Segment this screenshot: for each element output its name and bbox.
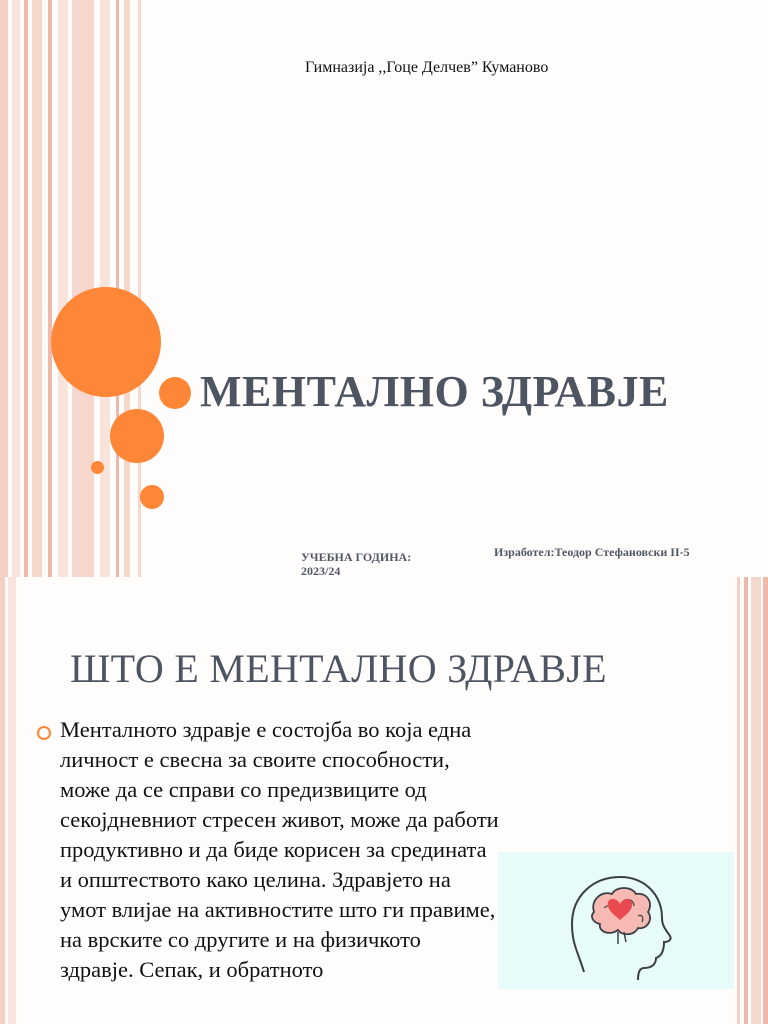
school-year xyxy=(301,550,411,577)
decor-stripe xyxy=(8,577,16,1024)
school-name: Гимназија ,,Гоце Делчев” Куманово xyxy=(305,59,549,76)
decor-circle-large xyxy=(51,287,161,397)
decor-stripe xyxy=(124,0,130,577)
decor-stripe xyxy=(0,0,8,577)
decor-stripe xyxy=(763,577,768,1024)
body-paragraph: Менталното здравје е состојба во која една личност е свесна за своите способности, може да се справи со предизвиците од секојдневниот стресен живот, може да работи продуктивно и да биде корисен за средината и општеството како целина. Здравјето на умот влијае на активностите што ги правиме, на врските со другите и на физичкото здравје. Сепак, и обратното xyxy=(60,717,499,982)
content-slide xyxy=(0,577,768,1024)
decor-stripe xyxy=(48,0,52,577)
slide-title: МЕНТАЛНО ЗДРАВЈЕ xyxy=(200,367,669,416)
decor-circle-small xyxy=(159,377,191,409)
slide-title: ШТО Е МЕНТАЛНО ЗДРАВЈЕ xyxy=(70,646,607,691)
mental-health-illustration xyxy=(498,852,734,989)
school-year-label: УЧЕБНА ГОДИНА: xyxy=(301,550,412,564)
head-brain-heart-icon xyxy=(498,852,734,989)
decor-stripe xyxy=(24,0,28,577)
author-credit: Изработел:Теодор Стефановски II-5 xyxy=(494,545,690,559)
decor-stripe xyxy=(751,577,761,1024)
decor-stripe xyxy=(32,0,42,577)
school-year-value: 2023/24 xyxy=(301,564,341,577)
decor-stripe xyxy=(58,0,68,577)
decor-stripe xyxy=(0,577,5,1024)
decor-circle-tiny xyxy=(91,461,104,474)
decor-circle-small xyxy=(140,485,164,509)
decor-stripe xyxy=(12,0,20,577)
decor-stripe xyxy=(737,577,740,1024)
decor-circle-medium xyxy=(110,409,164,463)
decor-stripe xyxy=(744,577,748,1024)
hollow-circle-icon xyxy=(37,726,51,740)
